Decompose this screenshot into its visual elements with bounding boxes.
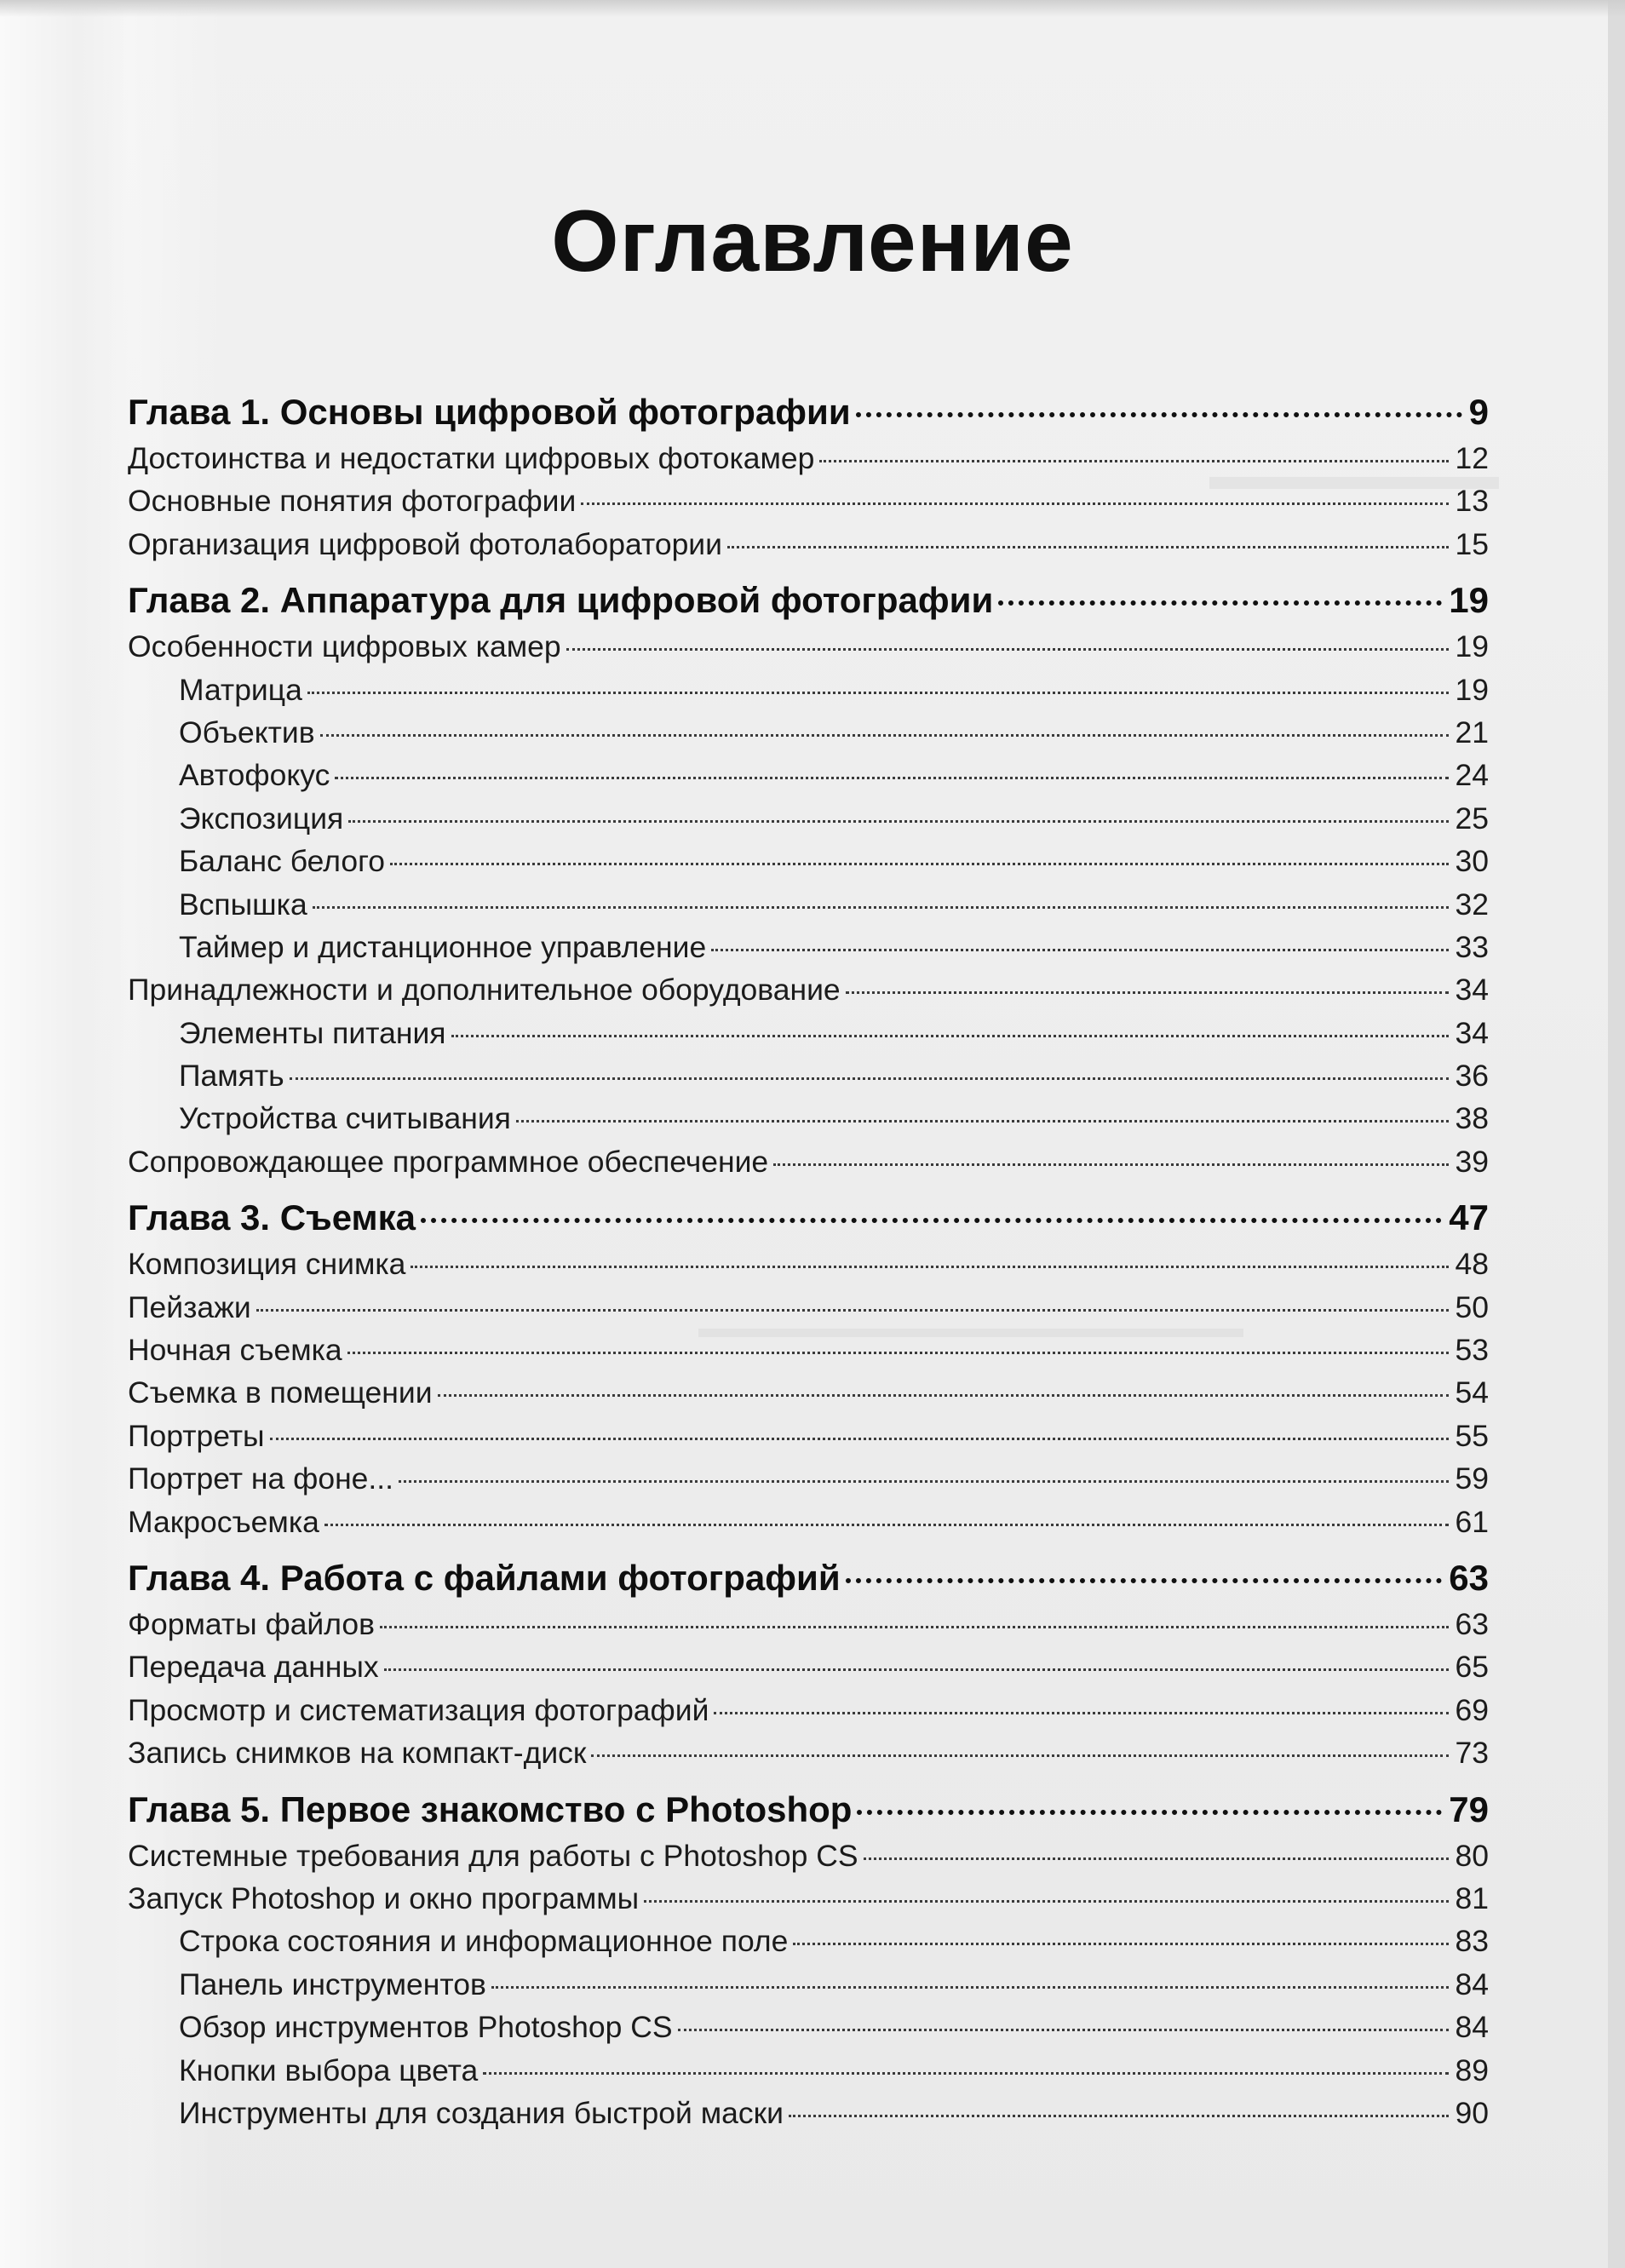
table-of-contents (128, 388, 1489, 2134)
toc-subsection (128, 1963, 1489, 2006)
toc-chapter (128, 388, 1489, 437)
toc-page-number: 21 (1455, 715, 1489, 749)
toc-page-number: 9 (1468, 392, 1489, 432)
toc-page-number: 19 (1455, 672, 1489, 707)
dot-leader (335, 777, 1448, 779)
toc-subsection (128, 926, 1489, 968)
toc-chapter (128, 1785, 1489, 1834)
toc-subsection (128, 711, 1489, 754)
toc-entry-title: Принадлежности и дополнительное оборудование (128, 973, 841, 1008)
toc-entry-title: Запись снимков на компакт-диск (128, 1736, 587, 1771)
dot-leader (846, 1578, 1443, 1583)
toc-entry-title: Глава 5. Первое знакомство с Photoshop (128, 1789, 853, 1829)
toc-section (128, 1457, 1489, 1500)
toc-section (128, 1689, 1489, 1731)
chapter-spacer (128, 1183, 1489, 1193)
chapter-spacer (128, 1543, 1489, 1553)
toc-section (128, 1329, 1489, 1371)
dot-leader (998, 600, 1442, 606)
page-left-edge (0, 0, 128, 2268)
toc-page-number: 19 (1449, 580, 1489, 621)
dot-leader (483, 2072, 1448, 2075)
toc-page-number: 38 (1455, 1101, 1489, 1136)
toc-entry-title: Таймер и дистанционное управление (179, 929, 707, 964)
toc-page-number: 32 (1455, 887, 1489, 922)
dot-leader (324, 1524, 1449, 1526)
toc-subsection (128, 2049, 1489, 2092)
toc-subsection (128, 669, 1489, 711)
toc-entry-title: Матрица (179, 672, 302, 707)
toc-entry-title: Съемка в помещении (128, 1375, 433, 1410)
toc-section (128, 1415, 1489, 1457)
toc-entry-title: Запуск Photoshop и окно программы (128, 1880, 640, 1915)
toc-section (128, 1501, 1489, 1543)
toc-section (128, 1140, 1489, 1183)
dot-leader (711, 949, 1448, 951)
dot-leader (290, 1077, 1449, 1080)
dot-leader (846, 991, 1449, 994)
toc-section (128, 1371, 1489, 1414)
toc-entry-title: Вспышка (179, 887, 307, 922)
page-title: Оглавление (551, 192, 1074, 290)
dot-leader (390, 863, 1449, 865)
toc-section (128, 1834, 1489, 1877)
toc-entry-title: Глава 2. Аппаратура для цифровой фотографии (128, 580, 994, 621)
dot-leader (438, 1394, 1449, 1397)
dot-leader (320, 734, 1449, 737)
toc-page-number: 84 (1455, 2010, 1489, 2045)
toc-section (128, 1603, 1489, 1645)
dot-leader (714, 1712, 1448, 1714)
toc-entry-title: Форматы файлов (128, 1606, 375, 1641)
toc-subsection (128, 883, 1489, 926)
toc-chapter (128, 1193, 1489, 1243)
dot-leader (270, 1438, 1449, 1440)
toc-page-number: 81 (1455, 1880, 1489, 1915)
toc-section (128, 968, 1489, 1011)
toc-entry-title: Портрет на фоне... (128, 1461, 394, 1496)
dot-leader (864, 1857, 1449, 1860)
dot-leader (399, 1480, 1448, 1483)
toc-subsection (128, 840, 1489, 882)
toc-section (128, 1645, 1489, 1688)
dot-leader (347, 1352, 1449, 1354)
toc-chapter (128, 576, 1489, 625)
toc-entry-title: Элементы питания (179, 1015, 446, 1050)
toc-page-number: 36 (1455, 1059, 1489, 1094)
dot-leader (678, 2029, 1449, 2031)
toc-entry-title: Композиция снимка (128, 1247, 406, 1282)
toc-section (128, 1731, 1489, 1774)
dot-leader (793, 1943, 1448, 1945)
toc-section (128, 523, 1489, 566)
dot-leader (516, 1120, 1449, 1123)
toc-entry-title: Макросъемка (128, 1504, 319, 1539)
toc-page-number: 34 (1455, 973, 1489, 1008)
toc-entry-title: Кнопки выбора цвета (179, 2053, 479, 2087)
dot-leader (380, 1626, 1449, 1628)
toc-page-number: 83 (1455, 1924, 1489, 1959)
toc-entry-title: Панель инструментов (179, 1967, 486, 2001)
toc-subsection (128, 1920, 1489, 1962)
toc-entry-title: Память (179, 1059, 284, 1094)
chapter-spacer (128, 566, 1489, 576)
toc-page-number: 25 (1455, 801, 1489, 835)
toc-entry-title: Обзор инструментов Photoshop CS (179, 2010, 673, 2045)
toc-subsection (128, 2092, 1489, 2134)
dot-leader (411, 1266, 1448, 1268)
toc-entry-title: Экспозиция (179, 801, 344, 835)
dot-leader (491, 1986, 1449, 1989)
toc-entry-title: Устройства считывания (179, 1101, 511, 1136)
toc-page-number: 33 (1455, 929, 1489, 964)
toc-page-number: 69 (1455, 1692, 1489, 1727)
toc-entry-title: Организация цифровой фотолаборатории (128, 526, 722, 561)
toc-entry-title: Передача данных (128, 1650, 379, 1685)
toc-entry-title: Особенности цифровых камер (128, 629, 561, 664)
toc-subsection (128, 797, 1489, 840)
toc-section (128, 1243, 1489, 1285)
toc-entry-title: Портреты (128, 1418, 265, 1453)
toc-subsection (128, 754, 1489, 796)
toc-entry-title: Объектив (179, 715, 315, 749)
toc-page-number: 65 (1455, 1650, 1489, 1685)
toc-page-number: 12 (1455, 441, 1489, 475)
toc-entry-title: Пейзажи (128, 1289, 251, 1324)
toc-entry-title: Инструменты для создания быстрой маски (179, 2095, 784, 2130)
page-right-edge (1608, 0, 1625, 2268)
page-top-edge (0, 0, 1625, 17)
toc-page-number: 24 (1455, 758, 1489, 793)
toc-entry-title: Глава 1. Основы цифровой фотографии (128, 392, 851, 432)
toc-section (128, 625, 1489, 668)
toc-section (128, 479, 1489, 522)
toc-page-number: 15 (1455, 526, 1489, 561)
toc-page-number: 50 (1455, 1289, 1489, 1324)
toc-entry-title: Ночная съемка (128, 1333, 342, 1368)
toc-page-number: 73 (1455, 1736, 1489, 1771)
toc-entry-title: Достоинства и недостатки цифровых фотокамер (128, 441, 815, 475)
dot-leader (727, 546, 1449, 548)
toc-section (128, 1286, 1489, 1329)
dot-leader (773, 1163, 1448, 1166)
dot-leader (857, 1810, 1442, 1815)
toc-entry-title: Глава 3. Съемка (128, 1197, 416, 1238)
toc-page-number: 48 (1455, 1247, 1489, 1282)
toc-page-number: 55 (1455, 1418, 1489, 1453)
toc-entry-title: Просмотр и систематизация фотографий (128, 1692, 709, 1727)
dot-leader (348, 820, 1448, 823)
toc-page-number: 79 (1449, 1789, 1489, 1829)
dot-leader (384, 1668, 1449, 1671)
toc-page-number: 30 (1455, 844, 1489, 879)
dot-leader (789, 2115, 1449, 2117)
toc-subsection (128, 1097, 1489, 1140)
toc-entry-title: Строка состояния и информационное поле (179, 1924, 789, 1959)
toc-entry-title: Системные требования для работы с Photoshop CS (128, 1838, 858, 1873)
toc-entry-title: Баланс белого (179, 844, 385, 879)
toc-page-number: 89 (1455, 2053, 1489, 2087)
toc-section (128, 1877, 1489, 1920)
dot-leader (819, 460, 1448, 462)
dot-leader (591, 1754, 1448, 1757)
chapter-spacer (128, 1775, 1489, 1785)
toc-entry-title: Основные понятия фотографии (128, 484, 577, 519)
dot-leader (856, 412, 1462, 417)
toc-page-number: 54 (1455, 1375, 1489, 1410)
toc-page-number: 34 (1455, 1015, 1489, 1050)
toc-page-number: 47 (1449, 1197, 1489, 1238)
toc-subsection (128, 2006, 1489, 2048)
toc-page-number: 53 (1455, 1333, 1489, 1368)
toc-page-number: 90 (1455, 2095, 1489, 2130)
toc-subsection (128, 1054, 1489, 1097)
toc-page-number: 59 (1455, 1461, 1489, 1496)
dot-leader (566, 648, 1449, 651)
toc-entry-title: Автофокус (179, 758, 330, 793)
toc-page-number: 84 (1455, 1967, 1489, 2001)
dot-leader (644, 1900, 1448, 1903)
toc-page-number: 19 (1455, 629, 1489, 664)
dot-leader (451, 1035, 1449, 1037)
toc-subsection (128, 1012, 1489, 1054)
dot-leader (581, 502, 1448, 505)
dot-leader (421, 1218, 1442, 1223)
toc-page-number: 61 (1455, 1504, 1489, 1539)
dot-leader (313, 906, 1449, 909)
toc-page-number: 80 (1455, 1838, 1489, 1873)
toc-section (128, 437, 1489, 479)
toc-entry-title: Глава 4. Работа с файлами фотографий (128, 1557, 841, 1598)
toc-page-number: 13 (1455, 484, 1489, 519)
toc-page-number: 63 (1449, 1557, 1489, 1598)
toc-page-number: 39 (1455, 1144, 1489, 1179)
toc-page-number: 63 (1455, 1606, 1489, 1641)
toc-entry-title: Сопровождающее программное обеспечение (128, 1144, 769, 1179)
dot-leader (307, 692, 1449, 694)
dot-leader (256, 1309, 1449, 1312)
toc-chapter (128, 1553, 1489, 1603)
